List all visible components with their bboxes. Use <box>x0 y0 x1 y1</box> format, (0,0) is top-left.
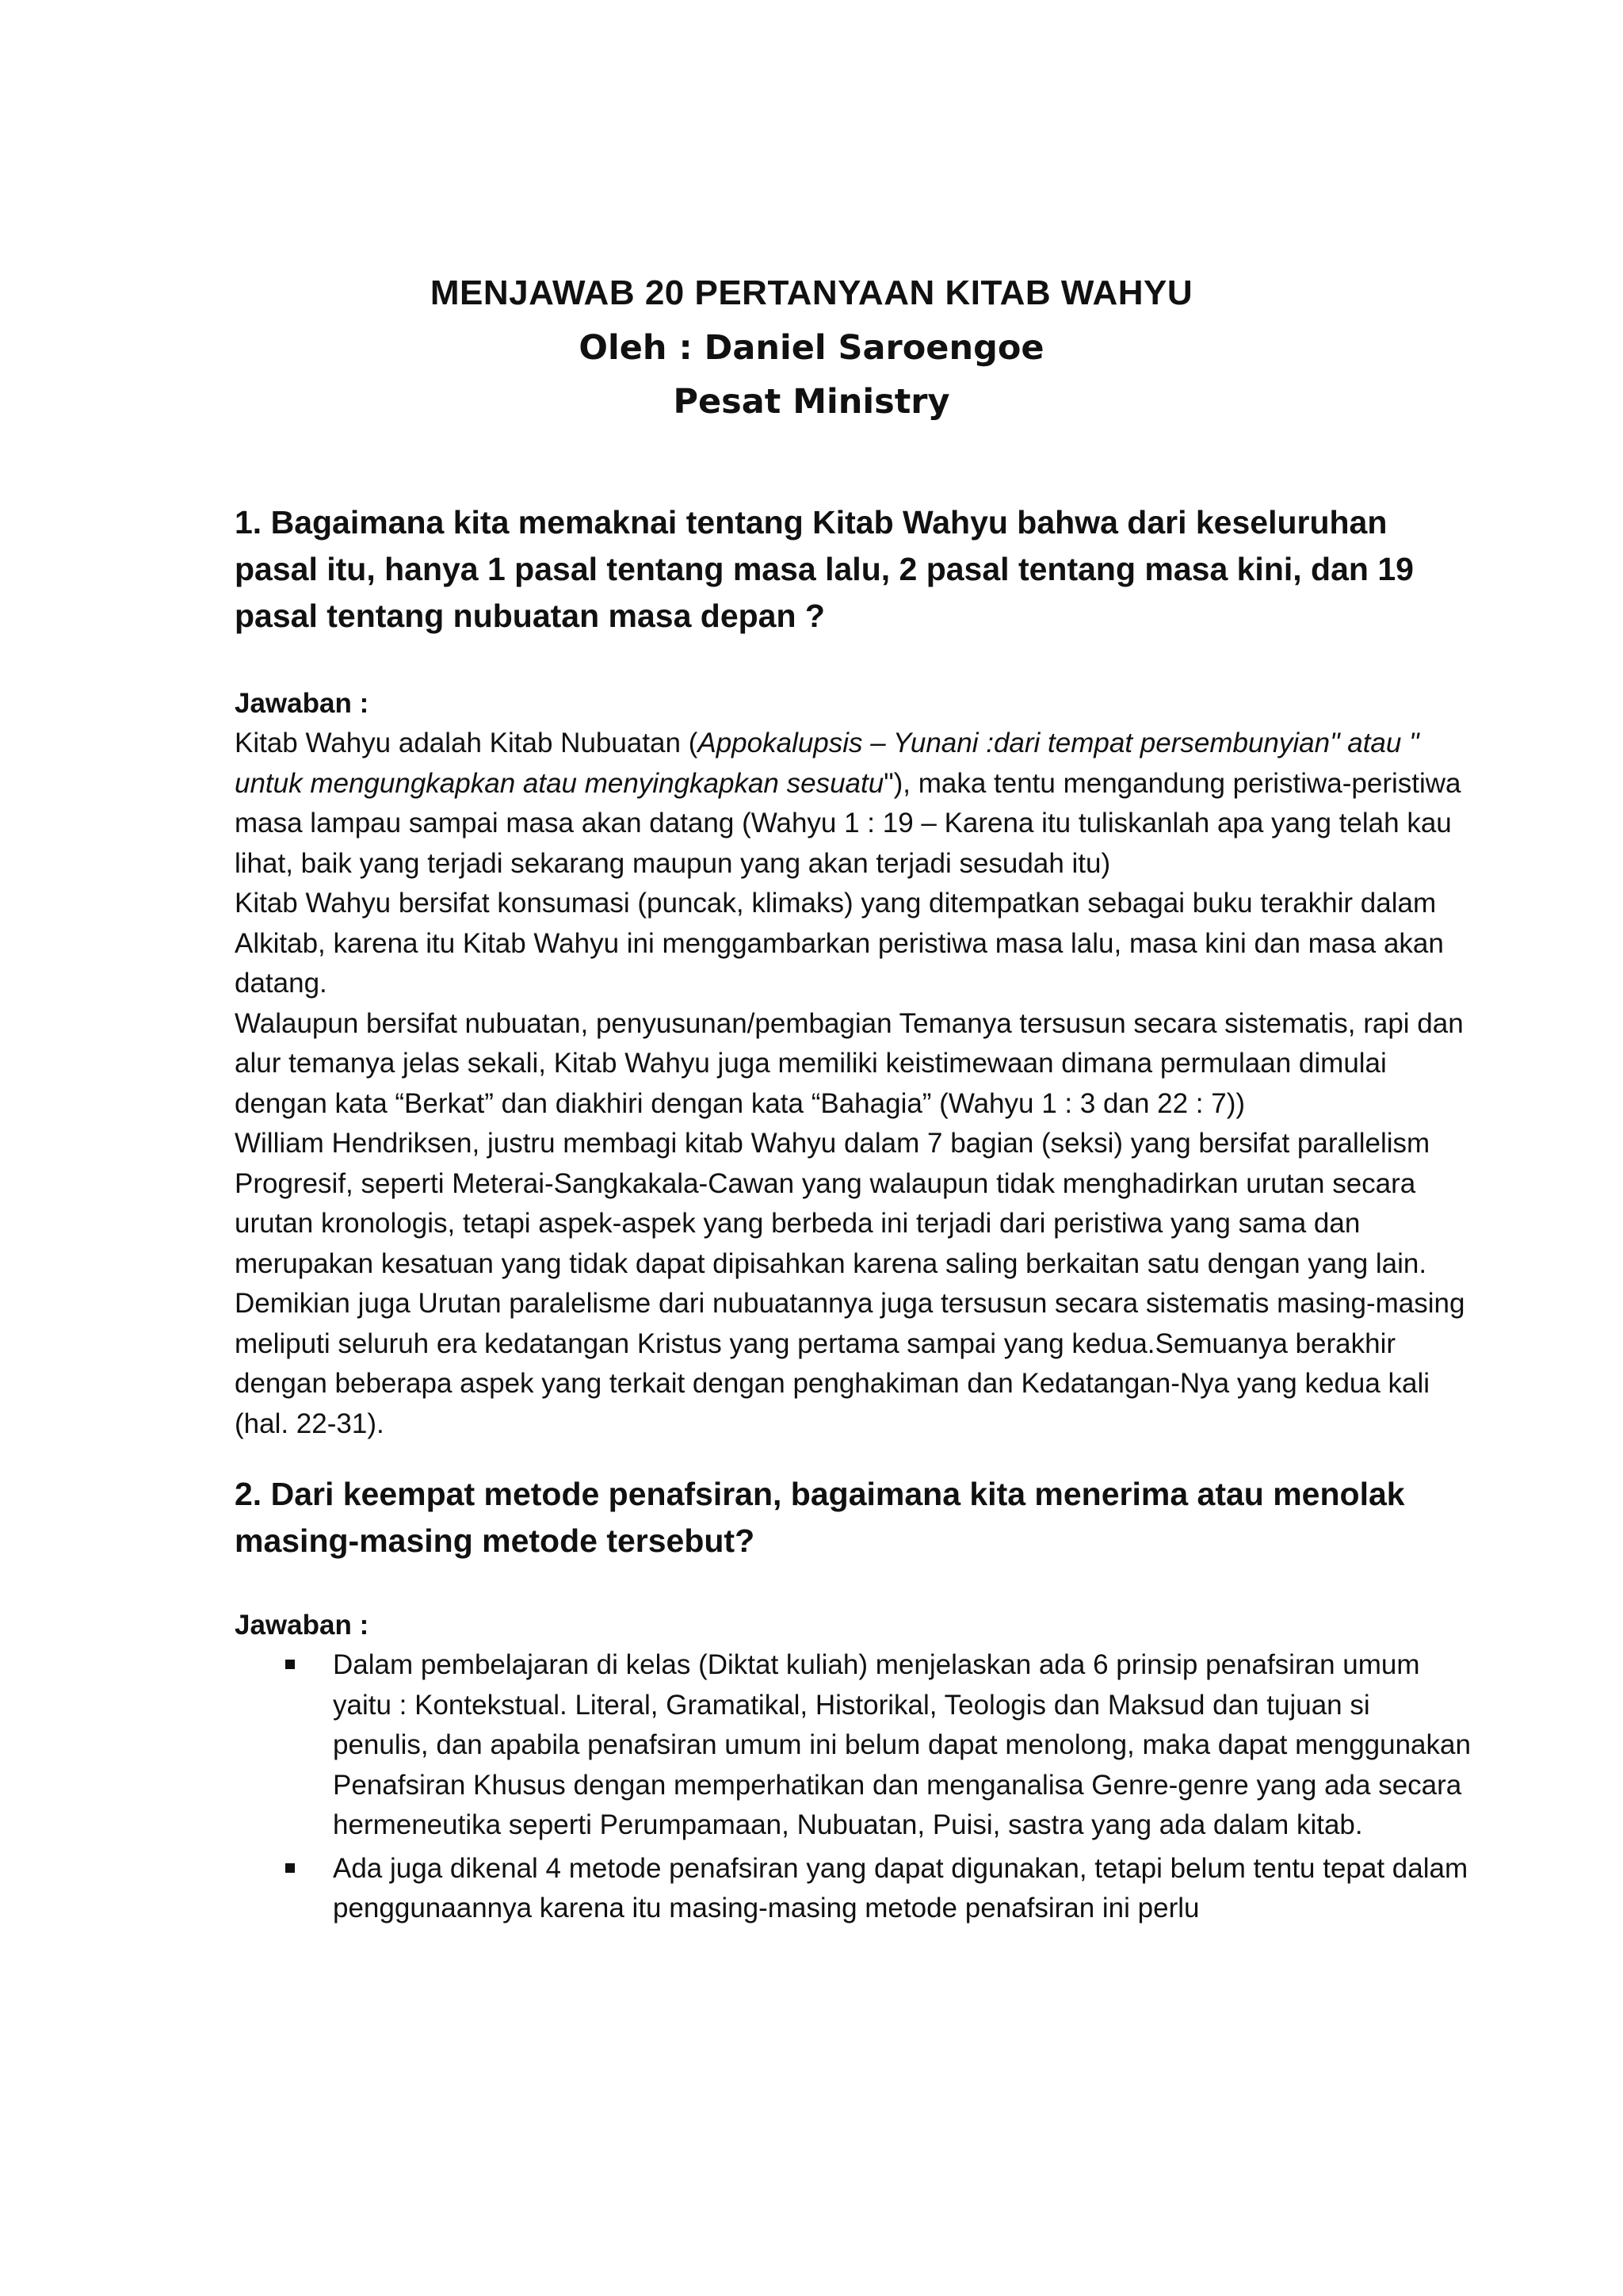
answer-2-bullet-list <box>235 1645 1471 1929</box>
answer-1-paragraph-1-rest: "), maka tentu mengandung peristiwa-peristiwa masa lampau sampai masa akan datang (Wahyu 1 : 19 – Karena itu tuliskanlah apa yang telah kau lihat, baik yang terjadi sekarang maupun yang akan terjadi sesudah itu) <box>235 767 1461 879</box>
answer-1-paragraph-1-lead: Kitab Wahyu adalah Kitab Nubuatan ( <box>235 728 698 758</box>
answer-1-paragraph-4: William Hendriksen, justru membagi kitab Wahyu dalam 7 bagian (seksi) yang bersifat parallelism Progresif, seperti Meterai-Sangkakala-Cawan yang walaupun tidak menghadirkan urutan secara urutan kronologis, tetapi aspek-aspek yang berbeda ini terjadi dari peristiwa yang sama dan merupakan kesatuan yang tidak dapat dipisahkan karena saling berkaitan satu dengan yang lain. <box>235 1128 1430 1279</box>
list-item-text: Dalam pembelajaran di kelas (Diktat kuliah) menjelaskan ada 6 prinsip penafsiran umum yaitu : Kontekstual. Literal, Gramatikal, Historikal, Teologis dan Maksud dan tujuan si penulis, dan apabila penafsiran umum ini belum dapat menolong, maka dapat menggunakan Penafsiran Khusus dengan memperhatikan dan menganalisa Genre-genre yang ada secara hermeneutika seperti Perumpamaan, Nubuatan, Puisi, sastra yang ada dalam kitab. <box>333 1649 1471 1840</box>
list-item <box>235 1645 1471 1846</box>
square-bullet-icon <box>285 1863 295 1873</box>
answer-label-1: Jawaban : <box>235 688 369 719</box>
answer-1-paragraph-1-italic: Appokalupsis – Yunani :dari tempat persembunyian" atau " untuk mengungkapkan atau menyingkapkan sesuatu <box>235 728 1419 799</box>
answer-1-paragraph-1 <box>235 724 1471 884</box>
answer-1-paragraph-3: Walaupun bersifat nubuatan, penyusunan/pembagian Temanya tersusun secara sistematis, rapi dan alur temanya jelas sekali, Kitab Wahyu juga memiliki keistimewaan dimana permulaan dimulai dengan kata “Berkat” dan diakhiri dengan kata “Bahagia” (Wahyu 1 : 3 dan 22 : 7)) <box>235 1007 1464 1119</box>
document-author: Oleh : Daniel Saroengoe <box>579 328 1044 368</box>
document-organization: Pesat Ministry <box>673 382 950 422</box>
title-block <box>0 266 1623 429</box>
document-title: MENJAWAB 20 PERTANYAAN KITAB WAHYU <box>430 273 1193 312</box>
list-item-text: Ada juga dikenal 4 metode penafsiran yang dapat digunakan, tetapi belum tentu tepat dalam penggunaannya karena itu masing-masing metode penafsiran ini perlu <box>333 1852 1468 1924</box>
answer-1-paragraph-5: Demikian juga Urutan paralelisme dari nubuatannya juga tersusun secara sistematis masing-masing meliputi seluruh era kedatangan Kristus yang pertama sampai yang kedua.Semuanya berakhir dengan beberapa aspek yang terkait dengan penghakiman dan Kedatangan-Nya yang kedua kali (hal. 22-31). <box>235 1288 1465 1439</box>
question-1: 1. Bagaimana kita memaknai tentang Kitab Wahyu bahwa dari keseluruhan pasal itu, hanya 1 pasal tentang masa lalu, 2 pasal tentang masa kini, dan 19 pasal tentang nubuatan masa depan ? <box>235 504 1414 634</box>
list-item <box>235 1849 1471 1929</box>
square-bullet-icon <box>285 1660 295 1669</box>
document-body <box>235 499 1471 1932</box>
answer-1-paragraph-2: Kitab Wahyu bersifat konsumasi (puncak, klimaks) yang ditempatkan sebagai buku terakhir dalam Alkitab, karena itu Kitab Wahyu ini menggambarkan peristiwa masa lalu, masa kini dan masa akan datang. <box>235 888 1444 999</box>
answer-label-2: Jawaban : <box>235 1610 369 1641</box>
question-2: 2. Dari keempat metode penafsiran, bagaimana kita menerima atau menolak masing-masing metode tersebut? <box>235 1476 1405 1559</box>
